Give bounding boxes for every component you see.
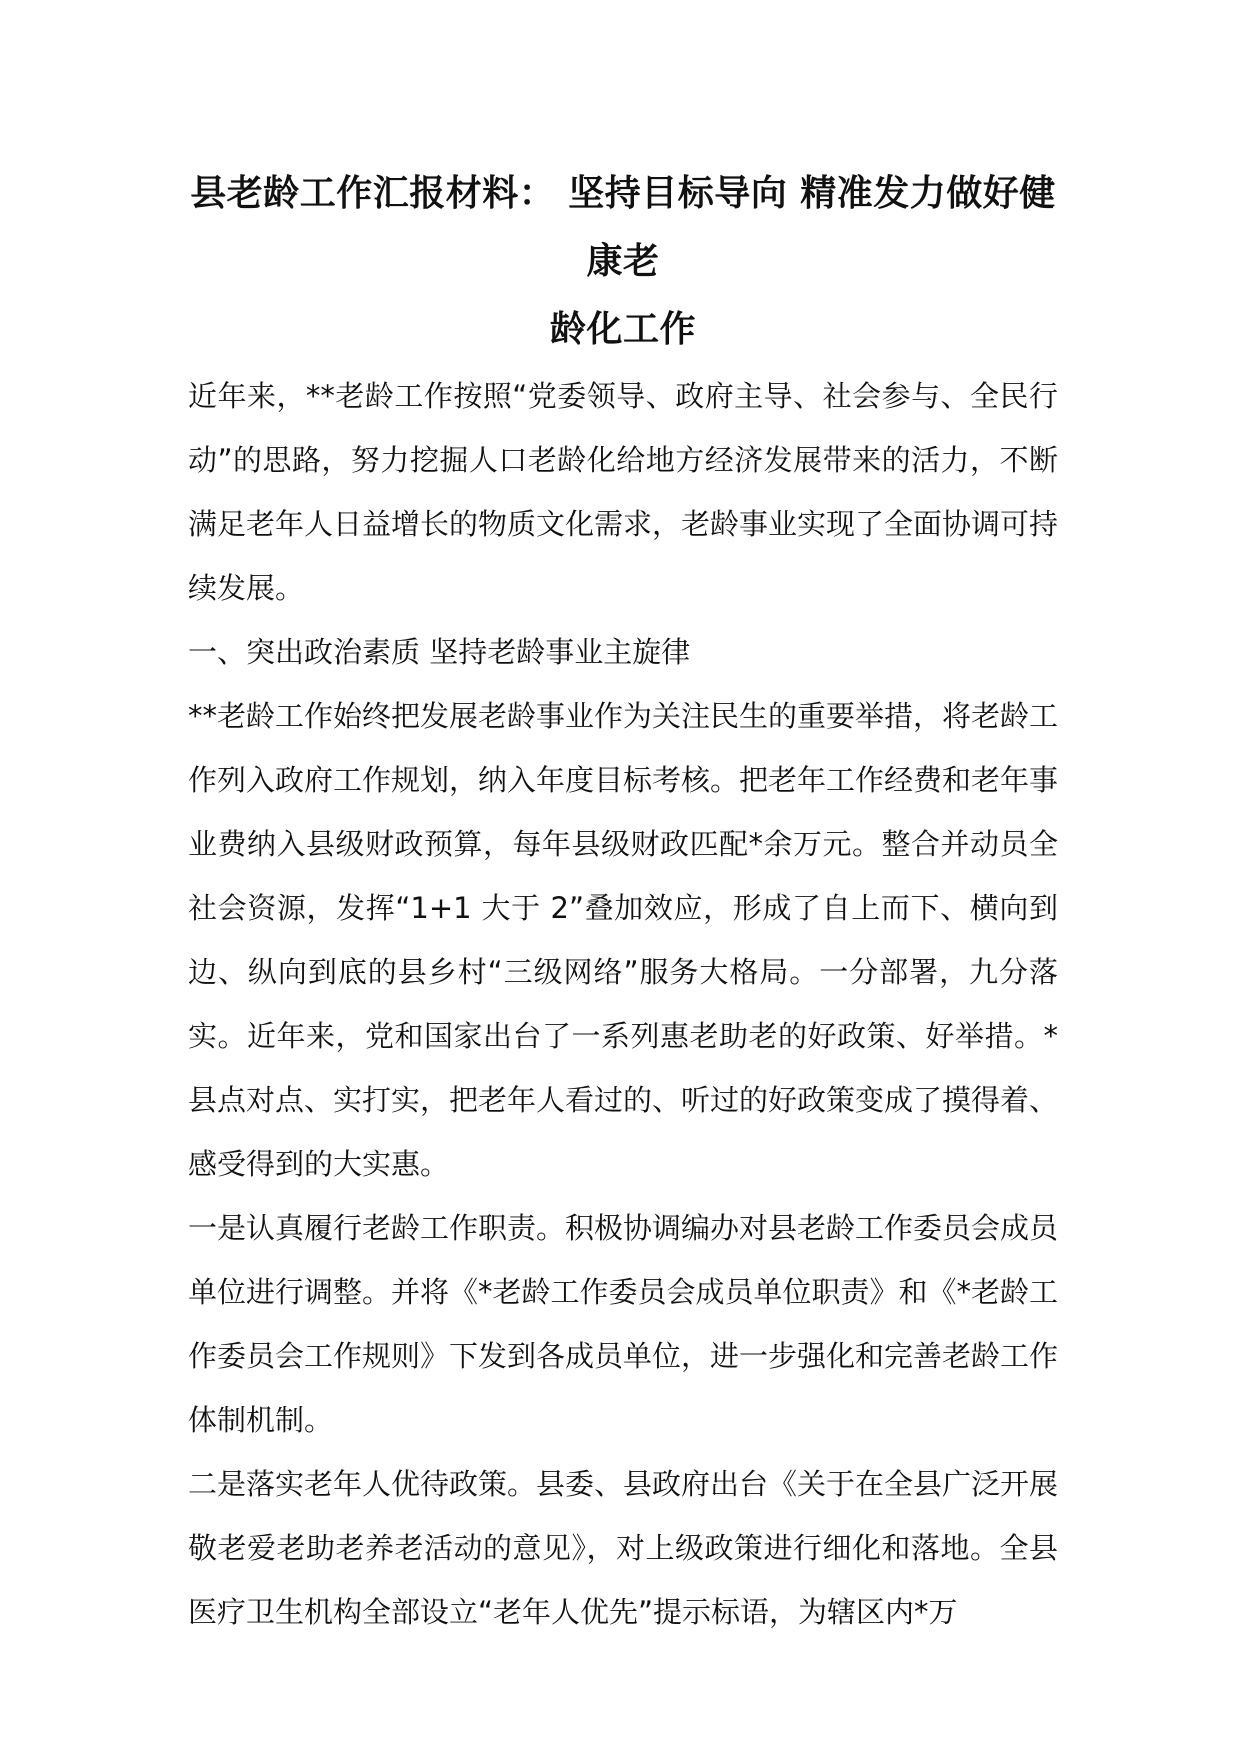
document-title bbox=[188, 160, 1058, 364]
point-1-paragraph: 一是认真履行老龄工作职责。积极协调编办对县老龄工作委员会成员单位进行调整。并将《*老龄工作委员会成员单位职责》和《*老龄工作委员会工作规则》下发到各成员单位，进一步强化和完善老龄工作体制机制。 bbox=[188, 1211, 1059, 1437]
section-heading-1: 一、突出政治素质 坚持老龄事业主旋律 bbox=[188, 635, 691, 669]
document-title-line-2: 龄化工作 bbox=[549, 309, 696, 350]
intro-paragraph: 近年来，**老龄工作按照“党委领导、政府主导、社会参与、全民行动”的思路，努力挖掘人口老龄化给地方经济发展带来的活力，不断满足老年人日益增长的物质文化需求，老龄事业实现了全面协调可持续发展。 bbox=[188, 379, 1059, 605]
document-content bbox=[188, 160, 1058, 1644]
section-1-paragraph: **老龄工作始终把发展老龄事业作为关注民生的重要举措，将老龄工作列入政府工作规划，纳入年度目标考核。把老年工作经费和老年事业费纳入县级财政预算，每年县级财政匹配*余万元。整合并动员全社会资源，发挥“1+1 大于 2”叠加效应，形成了自上而下、横向到边、纵向到底的县乡村“三级网络”服务大格局。一分部署，九分落实。近年来，党和国家出台了一系列惠老助老的好政策、好举措。*县点对点、实打实，把老年人看过的、听过的好政策变成了摸得着、感受得到的大实惠。 bbox=[188, 699, 1059, 1181]
document-title-line-1: 县老龄工作汇报材料： 坚持目标导向 精准发力做好健康老 bbox=[190, 173, 1056, 282]
point-2-paragraph: 二是落实老年人优待政策。县委、县政府出台《关于在全县广泛开展敬老爱老助老养老活动的意见》，对上级政策进行细化和落地。全县医疗卫生机构全部设立“老年人优先”提示标语，为辖区内*万 bbox=[188, 1467, 1059, 1629]
